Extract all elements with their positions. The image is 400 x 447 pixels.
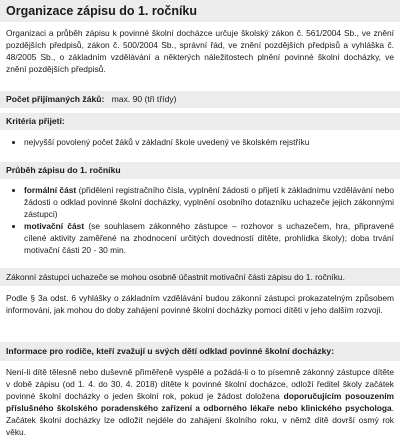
motivational-term: motivační část [24,221,85,231]
motivational-text: (se souhlasem zákonného zástupce – rozhovor s uchazečem, hra, připravené cílené aktivity zaměřené na zhodnocení určitých dovedností dítěte, prohlídka školy); doba trvání motivační části 20 - 30 min. [24,221,394,255]
process-item-formal [24,184,394,220]
deferral-heading: Informace pro rodiče, kteří zvažují u svých dětí odklad povinné školní docházky: [6,346,335,356]
criteria-list [6,136,394,148]
legal-reps-band [0,268,400,286]
criteria-heading: Kritéria přijetí: [6,116,65,126]
formal-term: formální část [24,185,77,195]
criteria-band [0,113,400,130]
process-band [0,162,400,179]
intro-paragraph: Organizaci a průběh zápisu k povinné školní docházce určuje školský zákon č. 561/2004 Sb., ve znění pozdějších předpisů, zákon č. 500/2004 Sb., správní řád, ve znění pozdějších předpisů a vyhláška č. 48/2005 Sb., o základním vzdělávání a některých náležitostech plnění povinné školní docházky, ve znění pozdějších předpisů. [6,28,394,74]
deferral-section [0,366,400,447]
process-heading: Průběh zápisu do 1. ročníku [6,165,121,175]
capacity-band [0,91,400,108]
criteria-list-section [0,136,400,154]
criteria-item: • nejvyšší povolený počet žáků v základní škole uvedený ve školském rejstříku [24,136,394,148]
capacity-line [6,93,394,105]
formal-text: (přidělení registračního čísla, vyplnění žádosti o přijetí k základnímu vzdělávání nebo žádosti o odklad povinné školní docházky, vyplnění osobního dotazníku uchazeče jejich zákonnými zástupci) [24,185,394,219]
process-list [6,184,394,256]
deferral-text-2: . Začátek školní docházky lze odložit nejdéle do zahájení školního roku, v němž dítě dovrší osmý rok věku. [6,403,394,437]
deferral-text [6,366,394,438]
deferral-band [0,342,400,361]
intro-section [0,27,400,86]
paragraph-text: Podle § 3a odst. 6 vyhlášky o základním vzdělávání budou zákonní zástupci prokazatelným způsobem informováni, jak mohou do doby zahájení povinné školní docházky pomoci dítěti v jeho dalším rozvoji. [6,293,394,315]
capacity-value: max. 90 (tři třídy) [111,94,177,104]
deferral-text-1: Není-li dítě tělesně nebo duševně přiměřeně vyspělé a požádá-li o to písemně zákonný zástupce dítěte v době zápisu (od 1. 4. do 30. 4. 2018) dítěte k povinné školní docházce, odloží ředitel školy začátek povinné školní docházky o jeden školní rok, pokud je žádost doložena [6,367,394,401]
legal-reps-text: Zákonní zástupci uchazeče se mohou osobně účastnit motivační části zápisu do 1. ročníku. [6,272,345,282]
paragraph-section [0,292,400,338]
deferral-bold: doporučujícím posouzením příslušného školského poradenského zařízení a odborného lékaře nebo klinického psychologa [6,391,394,413]
title-band [0,0,400,22]
process-list-section [0,184,400,267]
process-item-motivational [24,220,394,256]
capacity-label: Počet přijímaných žáků: [6,94,105,104]
page-title: Organizace zápisu do 1. ročníku [6,4,198,18]
